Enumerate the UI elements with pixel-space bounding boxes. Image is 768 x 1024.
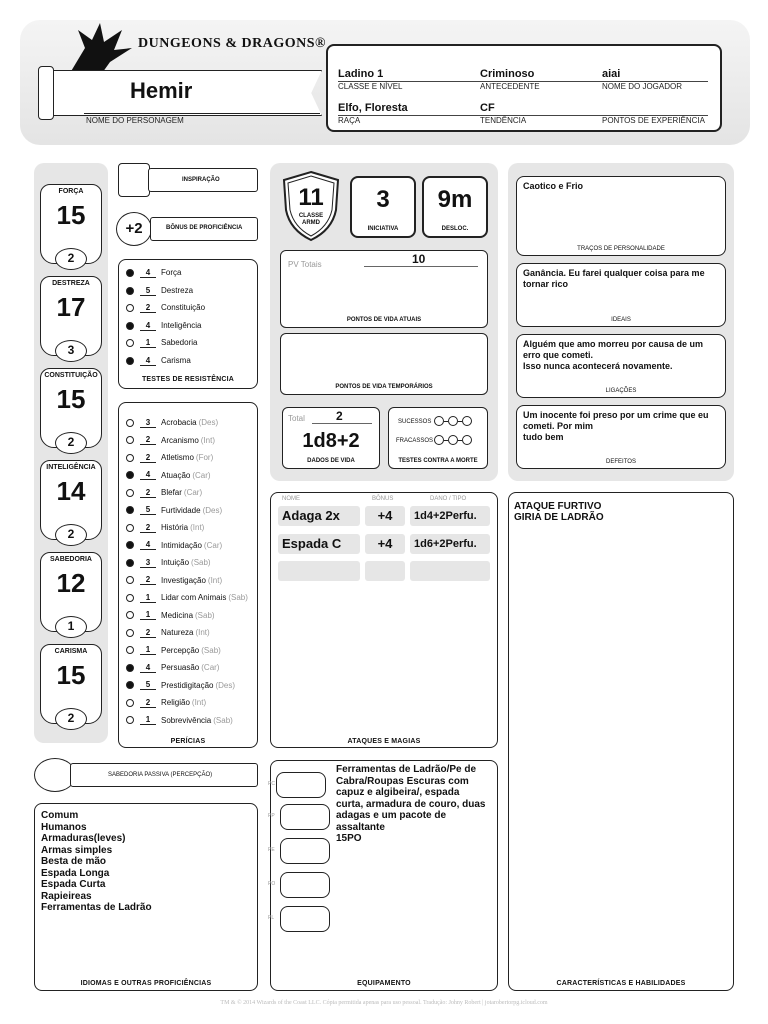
skill-row[interactable] [126, 467, 211, 484]
saving-throws-list [126, 264, 254, 372]
ability-intelligence [40, 460, 102, 540]
equipment-text[interactable]: Ferramentas de Ladrão/Pe de Cabra/Roupas Escuras com capuz e algibeira/, espada curta, armadura de couro, duas adagas e um pacote de assaltante 15PO [336, 764, 486, 844]
coin-pc-label: PC [268, 781, 275, 787]
attack-bonus[interactable]: +4 [365, 506, 405, 526]
coin-pl[interactable] [280, 906, 330, 932]
bonds-label: LIGAÇÕES [605, 388, 637, 394]
inspiration-checkbox[interactable] [118, 163, 150, 197]
player-name-value[interactable]: aiai [602, 68, 621, 80]
proficiency-dot[interactable] [126, 664, 134, 672]
attacks-panel [270, 492, 498, 748]
character-name[interactable]: Hemir [130, 78, 193, 103]
skill-attribute: (Sab) [201, 645, 221, 655]
inspiration-label: INSPIRAÇÃO [182, 177, 220, 183]
skill-label: Arcanismo [161, 435, 199, 445]
skill-value[interactable]: 1 [140, 593, 156, 603]
skill-row[interactable] [126, 572, 222, 589]
proficiency-dot[interactable] [126, 524, 134, 532]
flaws-box[interactable] [516, 405, 726, 469]
proficiency-dot[interactable] [126, 357, 134, 365]
proficiency-dot[interactable] [126, 576, 134, 584]
skill-attribute: (Sab) [213, 715, 233, 725]
armor-class-value[interactable]: 11 [298, 184, 324, 211]
skill-value[interactable]: 2 [140, 575, 156, 585]
skill-value[interactable]: 2 [140, 628, 156, 638]
skill-attribute: (Int) [190, 523, 205, 532]
ability-modifier[interactable]: 2 [55, 524, 87, 546]
ability-name: INTELIGÊNCIA [46, 464, 96, 471]
saving-throw-value[interactable]: 2 [140, 303, 156, 313]
ability-name: DESTREZA [52, 280, 90, 287]
race-label: RAÇA [338, 116, 361, 125]
ability-name: SABEDORIA [49, 556, 92, 563]
skill-value[interactable]: 4 [140, 663, 156, 673]
proficiency-dot[interactable] [126, 594, 134, 602]
attack-row[interactable] [278, 561, 490, 581]
saving-throw-label: Constituição [161, 303, 206, 312]
ability-dexterity [40, 276, 102, 356]
current-hp-label: PONTOS DE VIDA ATUAIS [346, 317, 422, 323]
attacks-title: ATAQUES E MAGIAS [347, 738, 421, 745]
ability-modifier[interactable]: 2 [55, 708, 87, 730]
death-save-success-1[interactable] [434, 416, 444, 426]
footer-credits: TM & © 2014 Wizards of the Coast LLC. Cópia permitida apenas para uso pessoal. Tradução: Johny Robert | jotarobertorpg.icloud.com [220, 1000, 548, 1006]
ability-name: CONSTITUIÇÃO [44, 372, 98, 379]
death-save-failure-2[interactable] [448, 435, 458, 445]
skill-value[interactable]: 4 [140, 540, 156, 550]
skill-row[interactable] [126, 554, 211, 571]
skill-label: Medicina [161, 610, 194, 620]
saving-throw-label: Inteligência [161, 321, 202, 330]
proficiency-dot[interactable] [126, 611, 134, 619]
skill-value[interactable]: 1 [140, 645, 156, 655]
skill-value[interactable]: 5 [140, 680, 156, 690]
flaws-label: DEFEITOS [606, 459, 636, 465]
saving-throw-value[interactable]: 1 [140, 338, 156, 348]
skill-row[interactable] [126, 624, 210, 641]
attacks-col-bonus: BÔNUS [372, 496, 394, 502]
ability-score[interactable]: 15 [56, 660, 86, 690]
skill-label: Intimidação [161, 540, 202, 550]
proficiency-dot[interactable] [126, 436, 134, 444]
coin-pc[interactable] [276, 772, 326, 798]
proficiency-dot[interactable] [126, 419, 134, 427]
proficiency-dot[interactable] [126, 646, 134, 654]
skill-label: Prestidigitação [161, 680, 214, 690]
ability-wisdom [40, 552, 102, 632]
saving-throw-value[interactable]: 4 [140, 268, 156, 278]
hit-dice-label: DADOS DE VIDA [307, 458, 355, 464]
saving-throw-row[interactable] [126, 299, 205, 316]
proficiencies-text[interactable]: Comum Humanos Armaduras(leves) Armas simples Besta de mão Espada Longa Espada Curta Rapieireas Ferramentas de Ladrão [41, 810, 152, 913]
skill-label: Persuasão [161, 663, 200, 672]
scroll-end-left [38, 66, 54, 120]
saving-throw-label: Carisma [161, 356, 191, 365]
skill-row[interactable] [126, 449, 213, 466]
hit-dice-total-label: Total [288, 414, 305, 423]
skill-value[interactable]: 2 [140, 488, 156, 498]
skills-list [126, 414, 258, 730]
death-saves-successes-label: SUCESSOS [398, 419, 432, 425]
skill-row[interactable] [126, 607, 215, 624]
skill-label: Sobrevivência [161, 715, 212, 725]
skill-label: História [161, 523, 189, 532]
skill-label: Atletismo [161, 453, 194, 462]
coin-po[interactable] [280, 872, 330, 898]
ability-modifier[interactable]: 2 [55, 248, 87, 270]
bonds-box[interactable] [516, 334, 726, 398]
alignment-value[interactable]: CF [480, 102, 495, 114]
attack-damage[interactable] [410, 561, 490, 581]
skill-attribute: (Sab) [191, 558, 211, 567]
skill-label: Investigação [161, 575, 206, 585]
skill-row[interactable] [126, 519, 204, 536]
skill-label: Atuação [161, 470, 191, 480]
skill-label: Religião [161, 698, 190, 707]
player-name-label: NOME DO JOGADOR [602, 82, 683, 91]
flaws-text[interactable]: Um inocente foi preso por um crime que eu cometi. Por mim tudo bem [523, 410, 709, 442]
skill-attribute: (Sab) [195, 610, 215, 620]
skill-row[interactable] [126, 677, 235, 694]
skill-row[interactable] [126, 502, 222, 519]
skill-attribute: (Car) [203, 540, 223, 550]
ability-score[interactable]: 12 [56, 568, 86, 598]
skill-attribute: (Car) [183, 488, 203, 497]
skill-row[interactable] [126, 694, 206, 711]
temporary-hp-label: PONTOS DE VIDA TEMPORÁRIOS [335, 384, 433, 390]
proficiency-dot[interactable] [126, 681, 134, 689]
hit-dice-total-line [312, 423, 372, 424]
skill-value[interactable]: 2 [140, 698, 156, 708]
saving-throw-row[interactable] [126, 352, 191, 369]
alignment-label: TENDÊNCIA [480, 116, 527, 125]
skill-attribute: (Des) [215, 680, 236, 690]
proficiency-dot[interactable] [126, 304, 134, 312]
ability-score[interactable]: 14 [56, 476, 86, 506]
death-save-failure-1[interactable] [434, 435, 444, 445]
skill-attribute: (Car) [201, 663, 220, 672]
skill-attribute: (For) [195, 453, 214, 462]
hp-total-value[interactable]: 10 [412, 252, 426, 266]
attack-bonus[interactable] [365, 561, 405, 581]
skill-row[interactable] [126, 642, 221, 659]
hp-total-label: PV Totais [288, 260, 322, 269]
saving-throw-value[interactable]: 4 [140, 321, 156, 331]
saving-throw-row[interactable] [126, 334, 197, 351]
logo-text: DUNGEONS & DRAGONS® [138, 36, 326, 51]
class-level-label: CLASSE E NÍVEL [338, 82, 403, 91]
attack-name[interactable] [278, 561, 360, 581]
skill-label: Acrobacia [161, 418, 197, 427]
skill-row[interactable] [126, 484, 202, 501]
skills-title: PERÍCIAS [170, 738, 206, 745]
saving-throw-row[interactable] [126, 317, 201, 334]
ideals-label: IDEAIS [611, 317, 631, 323]
skill-row[interactable] [126, 589, 248, 606]
attack-name[interactable]: Espada C [278, 534, 360, 554]
skill-value[interactable]: 3 [140, 418, 156, 428]
proficiency-label: BÔNUS DE PROFICIÊNCIA [166, 225, 243, 231]
ability-score[interactable]: 15 [56, 384, 86, 414]
skill-attribute: (Int) [191, 698, 207, 707]
character-name-label: NOME DO PERSONAGEM [86, 116, 184, 125]
speed-label: DESLOC. [441, 226, 469, 232]
skill-label: Percepção [161, 645, 200, 655]
attacks-col-damage: DANO / TIPO [430, 496, 467, 502]
attack-row[interactable] [278, 534, 490, 554]
skill-value[interactable]: 4 [140, 470, 156, 480]
death-saves-failures [434, 435, 472, 445]
passive-perception-label: SABEDORIA PASSIVA (PERCEPÇÃO) [108, 772, 213, 778]
proficiency-dot[interactable] [126, 471, 134, 479]
personality-traits-box[interactable] [516, 176, 726, 256]
coin-pp-label: PP [268, 813, 275, 819]
ability-strength [40, 184, 102, 264]
hp-total-line [364, 266, 478, 267]
death-saves-failures-label: FRACASSOS [396, 438, 434, 444]
skill-attribute: (Sab) [228, 593, 248, 602]
skill-attribute: (Int) [200, 435, 216, 445]
features-title: CARACTERÍSTICAS E HABILIDADES [556, 980, 686, 987]
ideals-box[interactable] [516, 263, 726, 327]
hit-dice-total-value[interactable]: 2 [336, 409, 343, 423]
coin-pp[interactable] [280, 804, 330, 830]
proficiencies-title: IDIOMAS E OUTRAS PROFICIÊNCIAS [80, 980, 212, 987]
skill-label: Blefar [161, 488, 182, 497]
dragon-logo-icon [60, 18, 140, 78]
saving-throw-label: Sabedoria [161, 338, 198, 347]
coin-pe-label: PE [268, 847, 275, 853]
saving-throw-label: Destreza [161, 286, 194, 295]
saving-throw-row[interactable] [126, 282, 193, 299]
armor-class-label: CLASSE ARMD [298, 213, 324, 226]
proficiency-dot[interactable] [126, 716, 134, 724]
initiative-value[interactable]: 3 [376, 186, 390, 213]
proficiency-dot[interactable] [126, 489, 134, 497]
background-label: ANTECEDENTE [480, 82, 540, 91]
proficiency-dot[interactable] [126, 541, 134, 549]
equipment-title: EQUIPAMENTO [357, 980, 411, 987]
attacks-col-name: NOME [282, 496, 300, 502]
attack-name[interactable]: Adaga 2x [278, 506, 360, 526]
personality-traits-text[interactable]: Caotico e Frio [523, 181, 584, 191]
skill-row[interactable] [126, 432, 215, 449]
proficiency-bonus-circle[interactable]: +2 [116, 212, 152, 246]
attack-bonus[interactable]: +4 [365, 534, 405, 554]
skill-value[interactable]: 3 [140, 558, 156, 568]
class-level-value[interactable]: Ladino 1 [338, 68, 384, 80]
skill-value[interactable]: 1 [140, 715, 156, 725]
ability-name: CARISMA [54, 648, 88, 655]
skill-value[interactable]: 5 [140, 505, 156, 515]
coin-pe[interactable] [280, 838, 330, 864]
death-save-success-3[interactable] [462, 416, 472, 426]
proficiency-dot[interactable] [126, 322, 134, 330]
coin-pl-label: PL [268, 915, 275, 921]
saving-throw-label: Força [161, 268, 182, 277]
death-saves-label: TESTES CONTRA A MORTE [398, 458, 478, 464]
attack-damage[interactable]: 1d6+2Perfu. [410, 534, 490, 554]
ability-name: FORÇA [58, 188, 84, 195]
hit-dice-value[interactable]: 1d8+2 [302, 430, 360, 452]
death-save-failure-3[interactable] [462, 435, 472, 445]
skill-value[interactable]: 2 [140, 523, 156, 533]
skill-label: Lidar com Animais [161, 593, 227, 602]
death-saves-successes [434, 416, 472, 426]
xp-label: PONTOS DE EXPERIÊNCIA [602, 116, 705, 125]
saving-throws-title: TESTES DE RESISTÊNCIA [141, 376, 235, 383]
attack-damage[interactable]: 1d4+2Perfu. [410, 506, 490, 526]
death-save-success-2[interactable] [448, 416, 458, 426]
race-value[interactable]: Elfo, Floresta [338, 102, 408, 114]
saving-throw-row[interactable] [126, 264, 181, 281]
features-text[interactable]: ATAQUE FURTIVO GIRIA DE LADRÃO [514, 501, 604, 523]
personality-traits-label: TRAÇOS DE PERSONALIDADE [577, 246, 665, 252]
skill-row[interactable] [126, 537, 222, 554]
skill-row[interactable] [126, 414, 218, 431]
saving-throw-value[interactable]: 5 [140, 286, 156, 296]
background-value[interactable]: Criminoso [480, 68, 535, 80]
skill-label: Natureza [161, 628, 194, 637]
skill-row[interactable] [126, 712, 233, 729]
ability-constitution [40, 368, 102, 448]
skill-label: Furtividade [161, 505, 201, 515]
skill-attribute: (Int) [207, 575, 223, 585]
skill-attribute: (Des) [202, 505, 223, 515]
saving-throw-value[interactable]: 4 [140, 356, 156, 366]
skill-value[interactable]: 1 [140, 610, 156, 620]
ability-modifier[interactable]: 1 [55, 616, 87, 638]
ability-score[interactable]: 15 [56, 200, 86, 230]
skill-label: Intuição [161, 558, 190, 567]
skill-row[interactable] [126, 659, 219, 676]
features-panel [508, 492, 734, 991]
attack-row[interactable] [278, 506, 490, 526]
skill-attribute: (Des) [198, 418, 219, 427]
ideals-text[interactable]: Ganância. Eu farei qualquer coisa para me tornar rico [523, 268, 705, 289]
proficiency-dot[interactable] [126, 506, 134, 514]
ability-charisma [40, 644, 102, 724]
character-name-divider [84, 113, 320, 114]
proficiency-dot[interactable] [126, 339, 134, 347]
proficiency-dot[interactable] [126, 699, 134, 707]
skill-value[interactable]: 2 [140, 453, 156, 463]
ability-modifier[interactable]: 2 [55, 432, 87, 454]
proficiency-dot[interactable] [126, 629, 134, 637]
proficiency-dot[interactable] [126, 559, 134, 567]
proficiency-dot[interactable] [126, 287, 134, 295]
initiative-label: INICIATIVA [367, 226, 399, 232]
coin-po-label: PO [268, 881, 276, 887]
bonds-text[interactable]: Alguém que amo morreu por causa de um erro que cometi. Isso nunca acontecerá novamente. [523, 339, 704, 371]
skill-attribute: (Int) [195, 628, 210, 637]
skill-value[interactable]: 2 [140, 435, 156, 445]
proficiency-dot[interactable] [126, 269, 134, 277]
ability-score[interactable]: 17 [56, 292, 86, 322]
speed-value[interactable]: 9m [437, 186, 473, 213]
ability-modifier[interactable]: 3 [55, 340, 87, 362]
skill-attribute: (Car) [192, 470, 211, 480]
proficiency-dot[interactable] [126, 454, 134, 462]
